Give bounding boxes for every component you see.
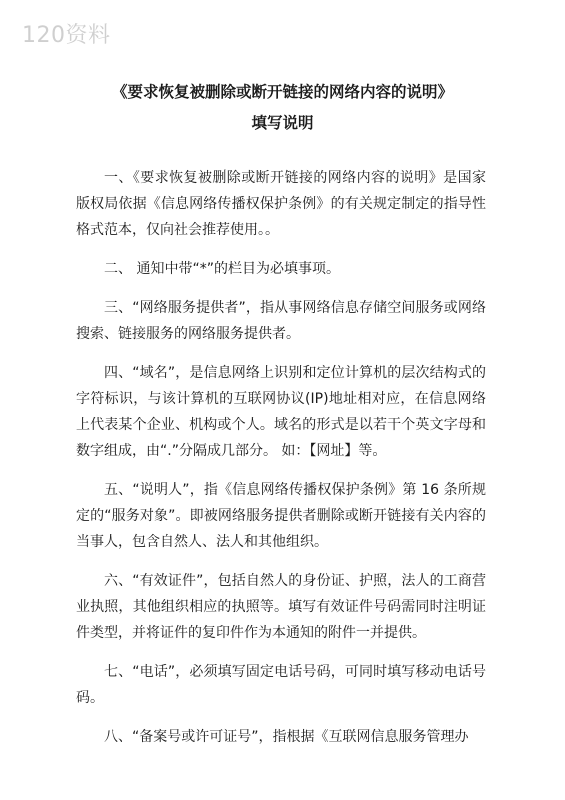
paragraph-5: 五、“说明人”，指《信息网络传播权保护条例》第 16 条所规定的“服务对象”。即被网络服务提供者删除或断开链接有关内容的当事人，包含自然人、法人和其他组织。 [76, 482, 486, 550]
document-body [76, 165, 486, 763]
paragraph-3: 三、“网络服务提供者”，指从事网络信息存储空间服务或网络搜索、链接服务的网络服务提供者。 [76, 300, 486, 342]
document-subtitle: 填写说明 [251, 114, 314, 132]
paragraph-6: 六、“有效证件”，包括自然人的身份证、护照，法人的工商营业执照，其他组织相应的执照等。填写有效证件号码需同时注明证件类型，并将证件的复印件作为本通知的附件一并提供。 [76, 573, 486, 641]
paragraph-7: 七、“电话”，必须填写固定电话号码，可同时填写移动电话号码。 [76, 664, 486, 706]
watermark-logo: 120资料 [22, 23, 111, 48]
document-title: 《要求恢复被删除或断开链接的网络内容的说明》 [111, 83, 453, 101]
paragraph-1: 一、《要求恢复被删除或断开链接的网络内容的说明》是国家版权局依据《信息网络传播权保护条例》的有关规定制定的指导性格式范本，仅向社会推荐使用。。 [76, 170, 486, 238]
paragraph-4: 四、“域名”，是信息网络上识别和定位计算机的层次结构式的字符标识，与该计算机的互联网协议(IP)地址相对应，在信息网络上代表某个企业、机构或个人。域名的形式是以若干个英文字母和数字组成，由“.”分隔成几部分。 如：【网址】等。 [76, 365, 486, 459]
paragraph-8: 八、“备案号或许可证号”，指根据《互联网信息服务管理办 [104, 729, 469, 745]
paragraph-2: 二、 通知中带“*”的栏目为必填事项。 [104, 261, 340, 277]
